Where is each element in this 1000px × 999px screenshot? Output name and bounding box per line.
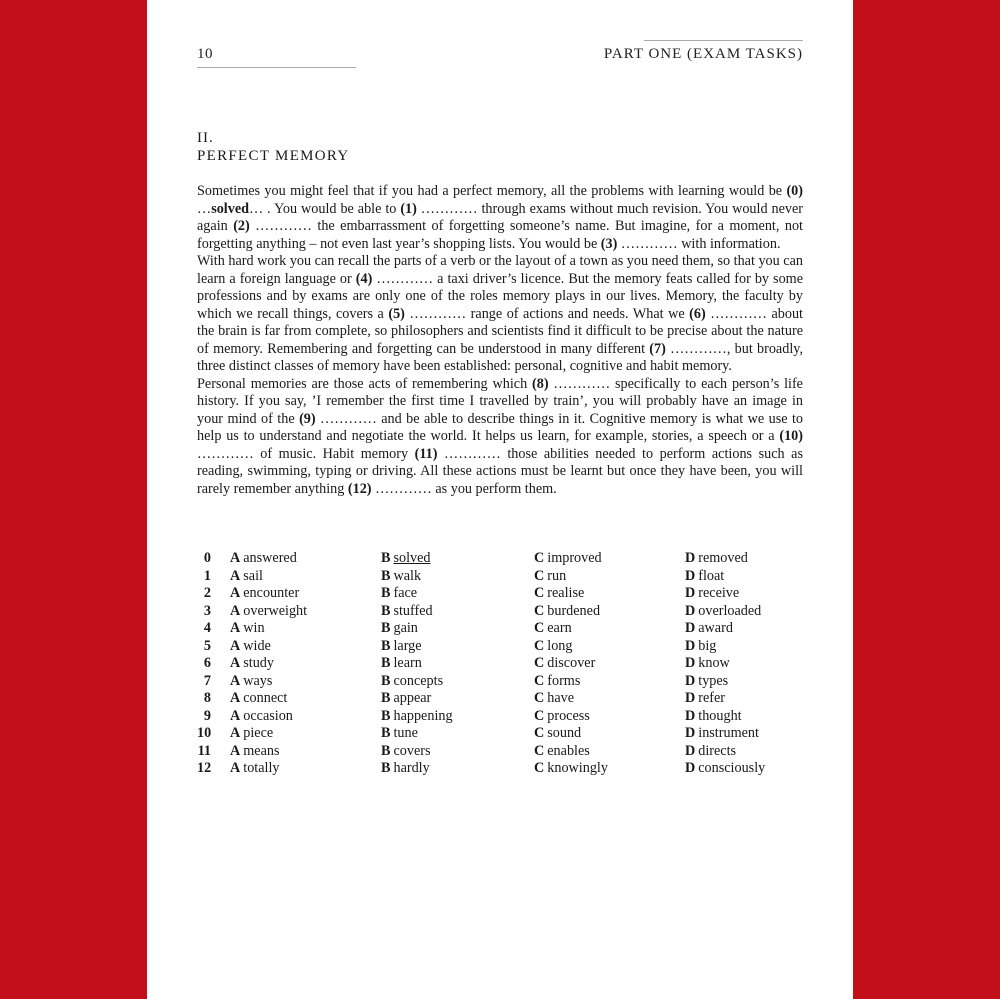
option-word: tune: [393, 725, 418, 741]
option-word: ways: [243, 672, 273, 689]
left-red-band: [0, 0, 147, 999]
paragraph-1: [197, 183, 803, 253]
option-letter: D: [685, 585, 696, 601]
passage-text: ………… with information.: [617, 235, 781, 252]
option-word: concepts: [393, 672, 444, 689]
option-row: [197, 760, 817, 778]
option-letter: C: [534, 707, 545, 724]
question-number: 3: [203, 602, 211, 619]
question-number: 8: [203, 690, 211, 706]
option-letter: B: [381, 585, 391, 601]
option-c: [534, 568, 685, 586]
option-word: solved: [393, 550, 431, 566]
passage-text: ………… as you perform them.: [371, 480, 557, 497]
option-word: types: [698, 672, 729, 689]
option-d: [685, 708, 805, 726]
gap-number: (7): [649, 340, 666, 357]
gap-number: (5): [388, 305, 405, 322]
passage-text: ………… through exams without much revision. You would never again: [197, 200, 804, 234]
option-a: [230, 690, 381, 708]
option-letter: D: [685, 690, 696, 706]
option-word: wide: [243, 637, 271, 654]
option-letter: C: [534, 760, 545, 776]
option-letter: D: [685, 655, 696, 671]
passage-text: …………, but broadly, three distinct classes of memory have been established: personal, cognitive and habit memory.: [197, 340, 803, 374]
example-answer: solved: [211, 200, 250, 217]
option-letter: B: [381, 620, 391, 636]
question-number: 5: [203, 637, 211, 654]
option-a: [230, 585, 381, 603]
option-c: [534, 690, 685, 708]
option-row: [197, 550, 817, 568]
option-letter: C: [534, 637, 545, 654]
gap-number: (1): [400, 200, 417, 217]
option-word: earn: [547, 620, 572, 636]
option-d: [685, 568, 805, 586]
option-c: [534, 655, 685, 673]
option-word: sail: [243, 567, 263, 584]
paragraph-2: [197, 253, 803, 376]
option-letter: B: [381, 760, 391, 776]
option-word: receive: [698, 585, 740, 601]
passage-text: …: [197, 200, 212, 217]
option-d: [685, 655, 805, 673]
question-number: 9: [203, 707, 211, 724]
gap-number: (12): [347, 480, 372, 497]
option-b: [381, 620, 534, 638]
option-row: [197, 585, 817, 603]
option-word: big: [698, 637, 717, 654]
option-c: [534, 550, 685, 568]
header-rule-left: [197, 67, 356, 68]
header-rule-right: [644, 40, 803, 41]
option-c: [534, 708, 685, 726]
option-word: run: [547, 567, 567, 584]
option-d: [685, 760, 805, 778]
running-head: PART ONE (EXAM TASKS): [603, 46, 803, 62]
passage-text: ………… those abilities needed to perform actions such as reading, swimming, typing or driving. All these actions must be learnt but once they have been, you will rarely remember anything: [197, 445, 803, 497]
option-letter: B: [381, 637, 391, 654]
option-a: [230, 760, 381, 778]
option-word: overloaded: [698, 602, 762, 619]
option-word: learn: [393, 655, 422, 671]
option-word: improved: [547, 550, 602, 566]
right-red-band: [853, 0, 1000, 999]
option-word: happening: [393, 707, 453, 724]
option-word: refer: [698, 690, 726, 706]
option-a: [230, 725, 381, 743]
option-word: realise: [547, 585, 585, 601]
option-word: walk: [393, 567, 422, 584]
question-number: 11: [197, 742, 211, 759]
option-a: [230, 708, 381, 726]
option-a: [230, 655, 381, 673]
option-word: forms: [547, 672, 581, 689]
option-word: appear: [393, 690, 432, 706]
option-word: consciously: [698, 760, 766, 776]
option-letter: C: [534, 690, 545, 706]
option-letter: D: [685, 707, 696, 724]
passage-text: ………… of music. Habit memory: [197, 445, 415, 462]
option-letter: D: [685, 725, 696, 741]
option-a: [230, 550, 381, 568]
question-number: 10: [197, 725, 212, 741]
option-row: [197, 603, 817, 621]
option-word: gain: [393, 620, 418, 636]
option-word: encounter: [243, 585, 300, 601]
option-b: [381, 550, 534, 568]
question-number: 7: [203, 672, 211, 689]
passage-text: Sometimes you might feel that if you had a perfect memory, all the problems with learning would be: [197, 183, 787, 199]
option-b: [381, 673, 534, 691]
book-page: [147, 0, 853, 999]
option-d: [685, 690, 805, 708]
option-word: long: [547, 637, 573, 654]
option-word: face: [393, 585, 418, 601]
option-row: [197, 708, 817, 726]
gap-number: (8): [532, 375, 549, 392]
option-d: [685, 638, 805, 656]
gap-number: (9): [299, 410, 316, 427]
option-b: [381, 655, 534, 673]
option-a: [230, 603, 381, 621]
option-word: award: [698, 620, 733, 636]
option-letter: B: [381, 567, 391, 584]
option-letter: C: [534, 725, 545, 741]
option-letter: C: [534, 742, 545, 759]
question-number: 2: [203, 585, 211, 601]
option-row: [197, 725, 817, 743]
option-word: directs: [698, 742, 737, 759]
option-letter: D: [685, 672, 696, 689]
option-letter: C: [534, 585, 545, 601]
option-a: [230, 620, 381, 638]
option-letter: B: [381, 725, 391, 741]
option-letter: A: [230, 550, 241, 566]
option-word: connect: [243, 690, 288, 706]
gap-number: (10): [779, 428, 803, 444]
passage-text: Personal memories are those acts of remembering which: [197, 375, 533, 392]
option-letter: B: [381, 655, 391, 671]
option-row: [197, 568, 817, 586]
option-letter: D: [685, 760, 696, 776]
option-word: knowingly: [547, 760, 608, 776]
passage-text: ………… about the brain is far from complete, so philosophers and scientists find it difficult to be precise about the nature of memory. Remembering and forgetting can be understood in many different: [197, 305, 803, 357]
question-number: 0: [203, 550, 211, 566]
option-word: thought: [698, 707, 742, 724]
option-word: totally: [243, 760, 280, 776]
option-letter: B: [381, 672, 391, 689]
option-d: [685, 743, 805, 761]
option-word: study: [243, 655, 274, 671]
gap-number: (4): [355, 270, 373, 287]
option-c: [534, 673, 685, 691]
option-word: means: [243, 742, 280, 759]
option-a: [230, 638, 381, 656]
gap-number: (11): [414, 445, 438, 462]
option-word: sound: [547, 725, 582, 741]
option-letter: A: [230, 672, 241, 689]
option-word: answered: [243, 550, 297, 566]
option-row: [197, 690, 817, 708]
option-b: [381, 690, 534, 708]
option-letter: A: [230, 742, 241, 759]
option-letter: C: [534, 602, 545, 619]
option-letter: C: [534, 655, 545, 671]
gap-number: (6): [689, 305, 706, 322]
option-b: [381, 743, 534, 761]
option-c: [534, 638, 685, 656]
option-letter: B: [381, 707, 391, 724]
option-d: [685, 603, 805, 621]
option-letter: B: [381, 742, 391, 759]
option-word: occasion: [243, 707, 293, 724]
gap-number: (0): [786, 183, 803, 199]
option-letter: A: [230, 567, 241, 584]
option-letter: B: [381, 602, 391, 619]
option-letter: C: [534, 567, 545, 584]
gap-number: (3): [600, 235, 618, 252]
option-word: instrument: [698, 725, 759, 741]
option-letter: A: [230, 620, 241, 636]
section-number: II.: [197, 130, 214, 146]
option-letter: B: [381, 550, 391, 566]
paragraph-3: [197, 376, 803, 499]
question-number: 12: [197, 760, 212, 776]
option-b: [381, 568, 534, 586]
option-row: [197, 655, 817, 673]
option-row: [197, 638, 817, 656]
option-word: hardly: [393, 760, 430, 776]
option-word: stuffed: [393, 602, 433, 619]
option-letter: D: [685, 637, 696, 654]
option-word: float: [698, 567, 725, 584]
page-number: 10: [197, 46, 213, 62]
question-number: 1: [203, 567, 211, 584]
option-word: know: [698, 655, 730, 671]
option-letter: B: [381, 690, 391, 706]
option-letter: A: [230, 637, 241, 654]
option-letter: D: [685, 620, 696, 636]
option-letter: D: [685, 602, 696, 619]
option-c: [534, 603, 685, 621]
passage-text: ………… specifically to each person’s life history. If you say, ’I remember the first time I travelled by train’, you will probably have an image in your mind of the: [197, 375, 803, 427]
option-word: win: [243, 620, 265, 636]
option-d: [685, 673, 805, 691]
option-b: [381, 725, 534, 743]
section-title: PERFECT MEMORY: [197, 148, 350, 164]
option-a: [230, 743, 381, 761]
option-row: [197, 620, 817, 638]
option-letter: A: [230, 707, 241, 724]
question-number: 4: [203, 620, 211, 636]
option-letter: A: [230, 655, 241, 671]
option-letter: A: [230, 602, 241, 619]
gap-number: (2): [233, 218, 250, 234]
option-word: have: [547, 690, 575, 706]
option-c: [534, 585, 685, 603]
option-c: [534, 620, 685, 638]
option-word: process: [547, 707, 590, 724]
question-number: 6: [203, 655, 211, 671]
option-c: [534, 760, 685, 778]
option-b: [381, 708, 534, 726]
option-b: [381, 585, 534, 603]
option-letter: A: [230, 725, 241, 741]
option-word: large: [393, 637, 422, 654]
option-row: [197, 673, 817, 691]
option-c: [534, 743, 685, 761]
passage: [197, 183, 803, 498]
passage-text: With hard work you can recall the parts of a verb or the layout of a town as you need them, so that you can learn a foreign language or: [197, 253, 803, 287]
passage-text: ………… a taxi driver’s licence. But the memory feats called for by some professions and by exams are only one of the roles memory plays in our lives. Memory, the faculty by which we recall things, covers a: [197, 270, 803, 322]
option-word: overweight: [243, 602, 308, 619]
option-letter: D: [685, 550, 696, 566]
option-a: [230, 673, 381, 691]
option-word: covers: [393, 742, 431, 759]
option-word: removed: [698, 550, 748, 566]
option-letter: A: [230, 585, 241, 601]
option-letter: D: [685, 742, 696, 759]
option-d: [685, 585, 805, 603]
option-letter: C: [534, 672, 545, 689]
passage-text: ………… the embarrassment of forgetting someone’s name. But imagine, for a moment, not forgetting anything – not even last year’s shopping lists. You would be: [197, 218, 803, 252]
option-letter: C: [534, 550, 545, 566]
option-b: [381, 603, 534, 621]
option-letter: C: [534, 620, 545, 636]
option-b: [381, 638, 534, 656]
option-word: piece: [243, 725, 274, 741]
option-a: [230, 568, 381, 586]
option-word: burdened: [547, 602, 601, 619]
passage-text: … . You would be able to: [249, 200, 401, 217]
option-b: [381, 760, 534, 778]
passage-text: ………… range of actions and needs. What we: [404, 305, 690, 322]
option-word: discover: [547, 655, 596, 671]
option-d: [685, 550, 805, 568]
option-letter: A: [230, 760, 241, 776]
option-row: [197, 743, 817, 761]
option-word: enables: [547, 742, 590, 759]
answer-options: [197, 550, 817, 778]
option-letter: D: [685, 567, 696, 584]
option-c: [534, 725, 685, 743]
passage-text: ………… and be able to describe things in it. Cognitive memory is what we use to help us to understand and negotiate the world. It helps us learn, for example, stories, a speech or a: [197, 410, 804, 444]
option-d: [685, 620, 805, 638]
option-d: [685, 725, 805, 743]
option-letter: A: [230, 690, 241, 706]
